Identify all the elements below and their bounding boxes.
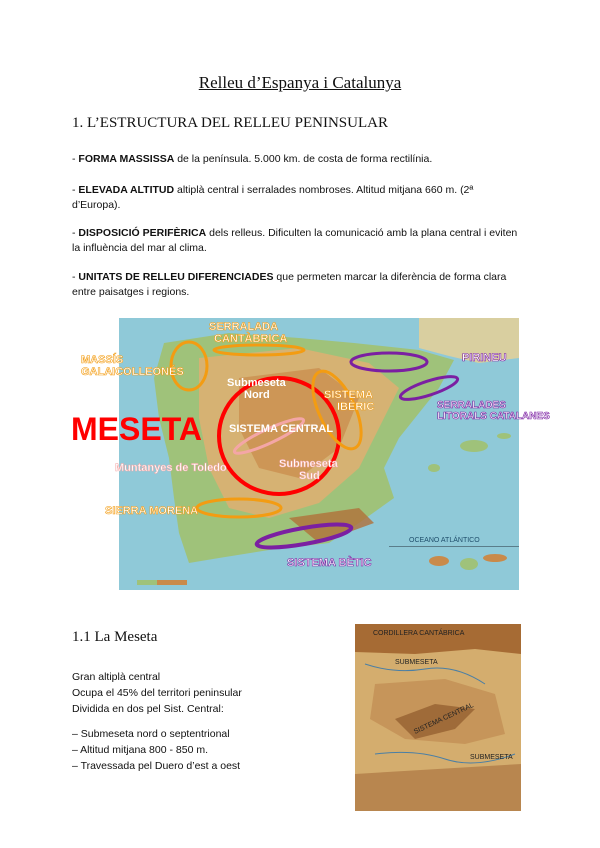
- label-morena: SIERRA MORENA: [105, 505, 199, 517]
- meseta-line: – Altitud mitjana 800 - 850 m.: [72, 744, 208, 756]
- meseta-line: – Travessada pel Duero d’est a oest: [72, 760, 241, 772]
- bullet-unitats: - UNITATS DE RELLEU DIFERENCIADES que permeten marcar la diferència de forma clara entre paisatges i regions.: [72, 271, 507, 298]
- label-subsud-2: Sud: [299, 470, 320, 482]
- label-cantabrica-2: CANTÀBRICA: [214, 333, 288, 345]
- label-subnord-2: Nord: [244, 389, 270, 401]
- meseta-line: Gran altiplà central: [72, 671, 161, 683]
- menorca: [497, 433, 511, 439]
- canary-island: [460, 558, 478, 570]
- bullet-altitud: - ELEVADA ALTITUD altiplà central i serralades nombroses. Altitud mitjana 660 m. (2ª d’Europa).: [72, 184, 474, 211]
- meseta-line: Ocupa el 45% del territori peninsular: [72, 687, 242, 699]
- canary-island: [429, 556, 449, 566]
- map2-label-subn: SUBMESETA: [395, 659, 438, 666]
- canary-island: [483, 554, 507, 562]
- label-litorals-1: SERRALADES: [437, 400, 506, 411]
- inset-border: [389, 546, 519, 547]
- meseta-relief-map: [355, 624, 521, 811]
- map2-label-central: SISTEMA CENTRAL: [412, 702, 475, 736]
- label-subsud-1: Submeseta: [279, 458, 338, 470]
- mallorca: [460, 440, 488, 452]
- label-subnord-1: Submeseta: [227, 377, 286, 389]
- subsection-heading: 1.1 La Meseta: [72, 629, 158, 645]
- meseta-line: Dividida en dos pel Sist. Central:: [72, 703, 224, 715]
- map2-label-top: CORDILLERA CANTÁBRICA: [373, 630, 465, 637]
- label-ocean: OCEANO ATLÁNTICO: [409, 537, 480, 544]
- bullet-forma: - FORMA MASSISSA de la península. 5.000 km. de costa de forma rectilínia.: [72, 153, 433, 165]
- label-meseta: MESETA: [71, 411, 202, 447]
- label-betic: SISTEMA BÈTIC: [287, 557, 372, 569]
- label-pirineu: PIRINEU: [462, 352, 507, 364]
- label-massis-2: GALAICOLLEONÉS: [81, 366, 184, 378]
- section-heading: 1. L’ESTRUCTURA DEL RELLEU PENINSULAR: [72, 115, 388, 131]
- label-iberic-1: SISTEMA: [324, 389, 373, 401]
- label-iberic-2: IBÈRIC: [337, 401, 375, 413]
- label-central: SISTEMA CENTRAL: [229, 423, 334, 435]
- meseta-line: – Submeseta nord o septentrional: [72, 728, 230, 740]
- page-title: Relleu d’Espanya i Catalunya: [198, 73, 402, 92]
- bullet-disposicio: - DISPOSICIÓ PERIFÈRICA dels relleus. Dificulten la comunicació amb la plana central i eviten la influència del mar al clima.: [72, 227, 518, 254]
- label-litorals-2: LITORALS CATALANES: [437, 411, 550, 422]
- label-toledo: Muntanyes de Toledo: [115, 462, 227, 474]
- label-massis-1: MASSÍS: [81, 354, 124, 366]
- eivissa: [428, 464, 440, 472]
- label-cantabrica-1: SERRALADA: [209, 321, 279, 333]
- map2-label-subs: SUBMESETA: [470, 754, 513, 761]
- relief-map: [71, 318, 550, 590]
